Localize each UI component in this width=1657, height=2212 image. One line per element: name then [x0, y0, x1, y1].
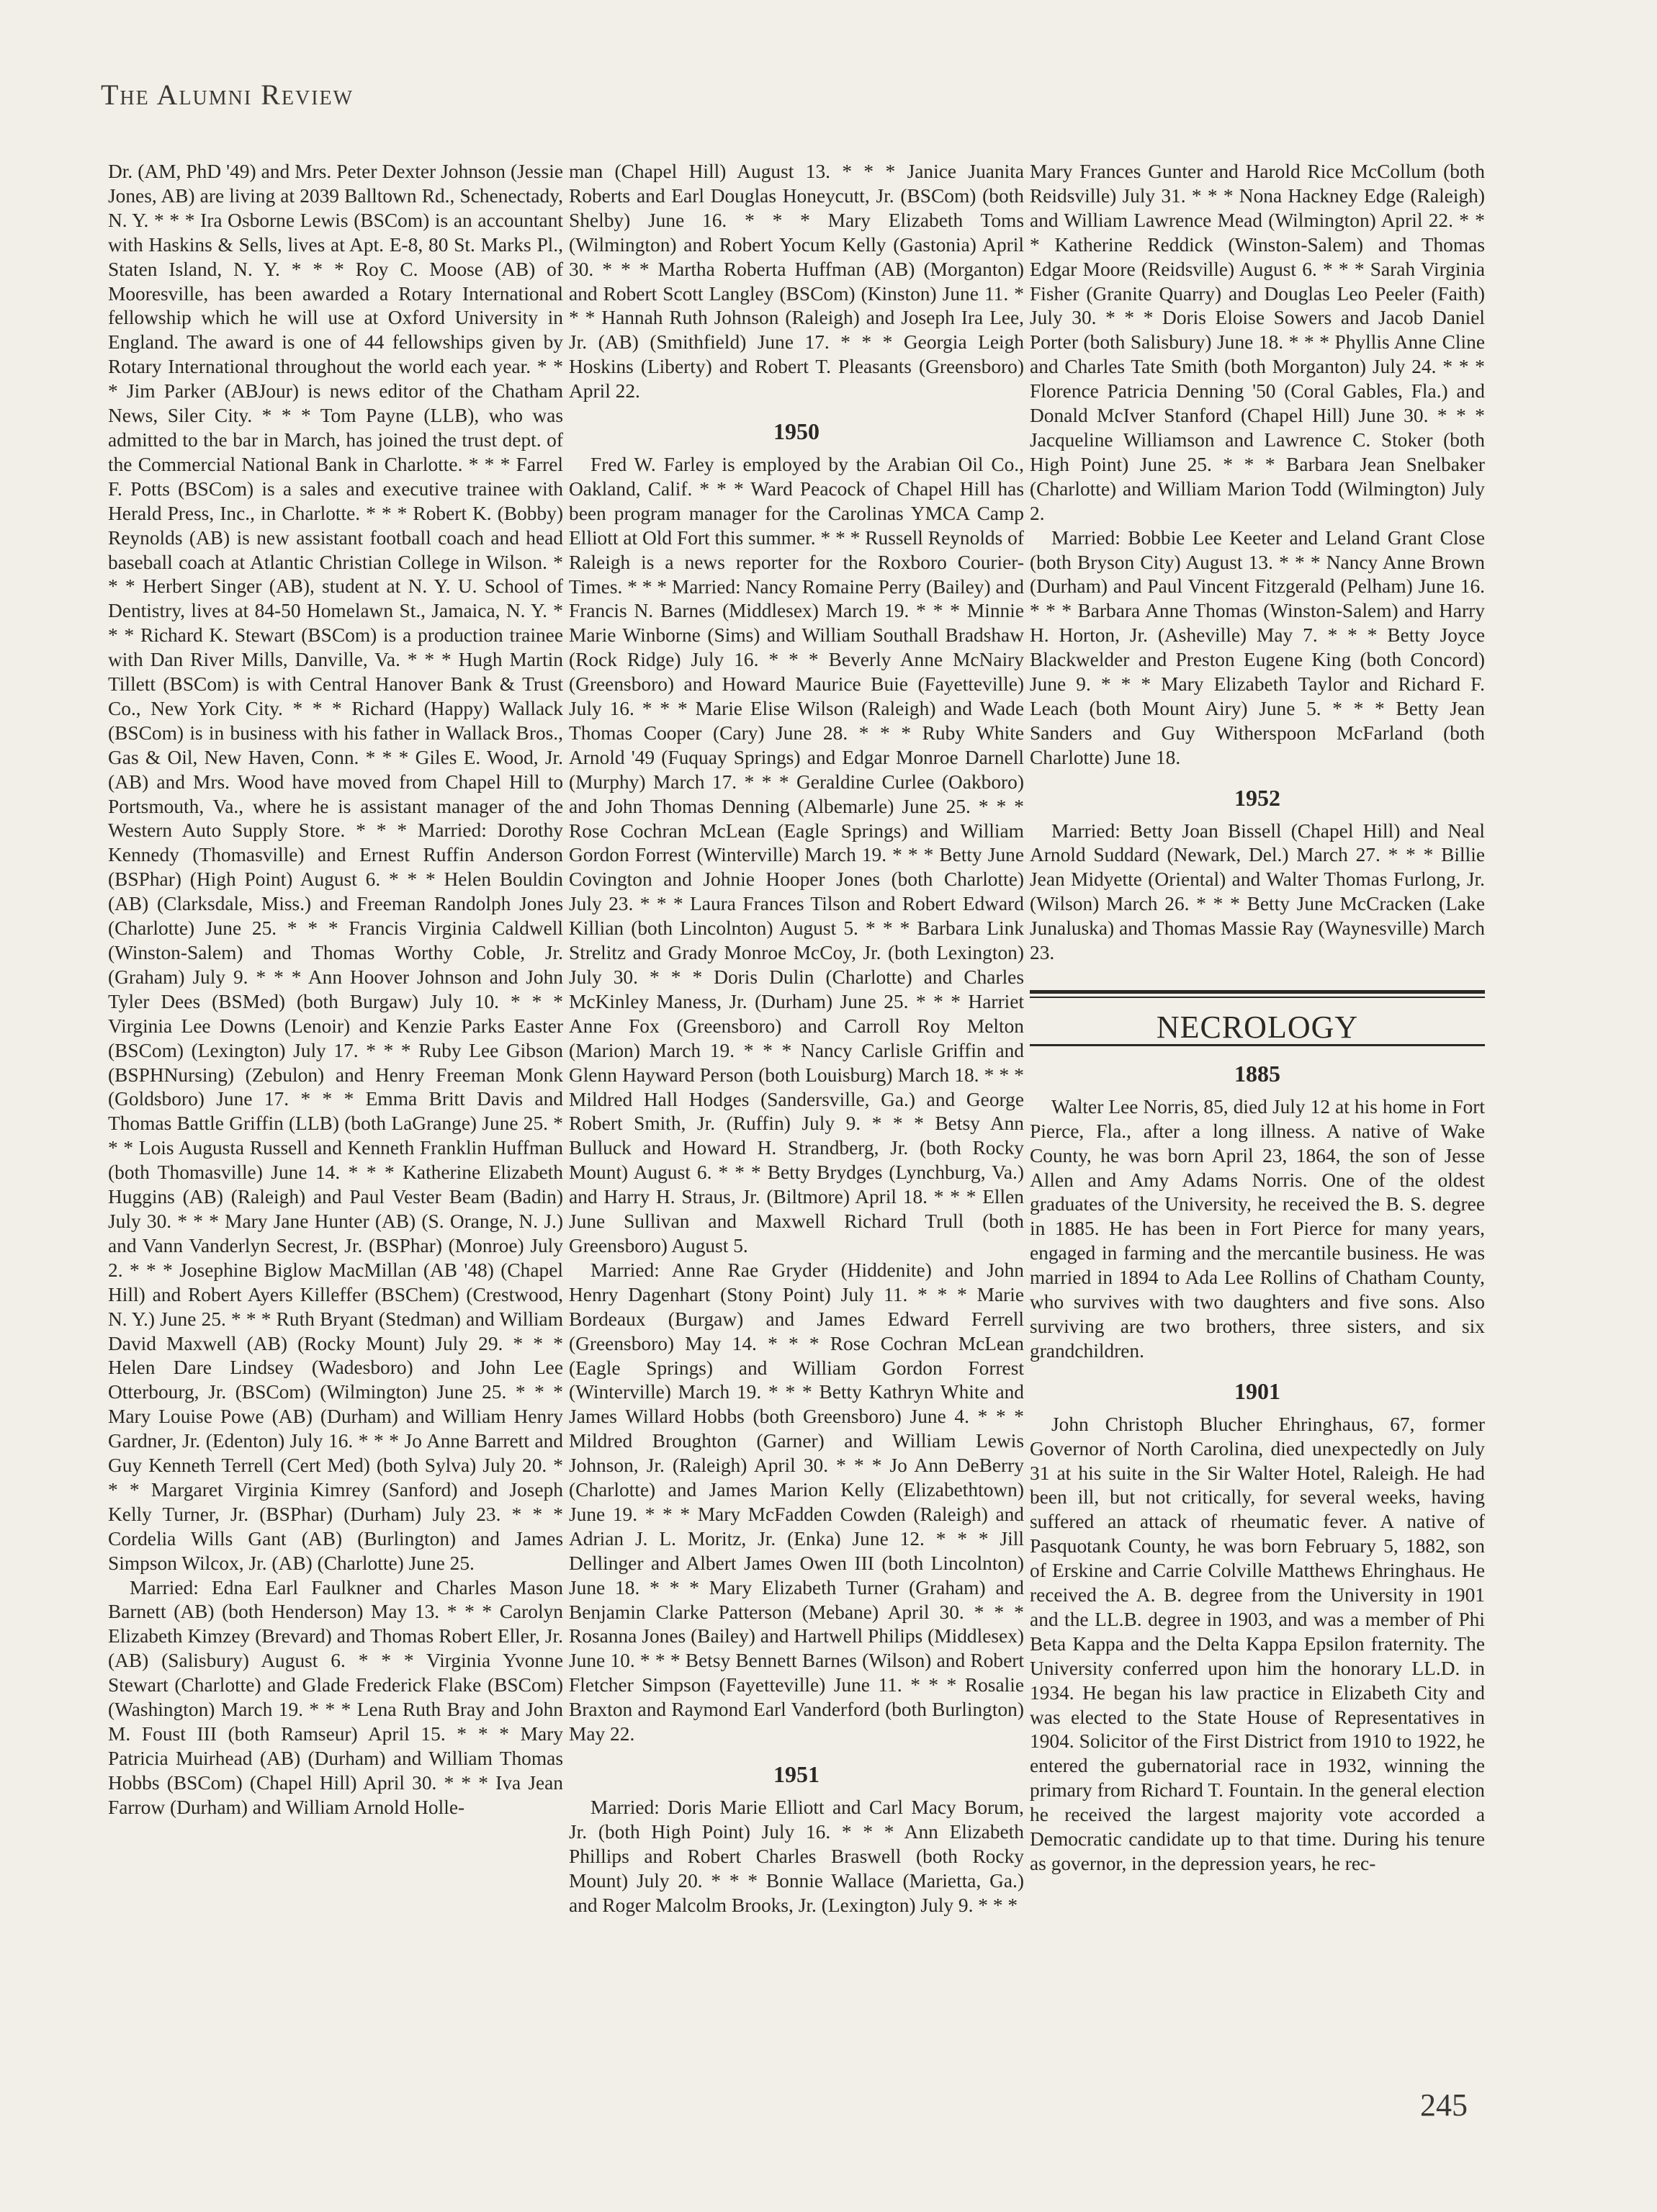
class-year-heading: 1952 [1234, 784, 1280, 811]
page-number: 245 [1420, 2087, 1468, 2123]
running-head: The Alumni Review [101, 78, 354, 111]
marriages-continued-paragraph: man (Chapel Hill) August 13. * * * Janice Juanita Roberts and Earl Douglas Honeycutt, Jr. (BSCom) (both Shelby) June 16. * * * Mary Elizabeth Toms (Wilmington) and Robert Yocum Kelly (Gastonia) April 30. * * * Martha Roberta Huffman (AB) (Morganton) and Robert Scott Langley (BSCom) (Kinston) June 11. * * * Hannah Ruth Johnson (Raleigh) and Joseph Ira Lee, Jr. (AB) (Smithfield) June 17. * * * Georgia Leigh Hoskins (Liberty) and Robert T. Pleasants (Greensboro) April 22. [569, 161, 1024, 403]
class-1951-marriages-2: Married: Bobbie Lee Keeter and Leland Grant Close (both Bryson City) August 13. * * * Nancy Anne Brown (Durham) and Paul Vincent Fitzgerald (Pelham) June 16. * * * Barbara Anne Thomas (Winston-Salem) and Harry H. Horton, Jr. (Asheville) May 7. * * * Betty Joyce Blackwelder and Preston Eugene King (both Concord) June 9. * * * Mary Elizabeth Taylor and Richard F. Leach (both Mount Airy) June 5. * * * Betty Jean Sanders and Guy Witherspoon McFarland (both Charlotte) June 18. [1030, 526, 1485, 768]
class-1951-marriages: Married: Doris Marie Elliott and Carl Macy Borum, Jr. (both High Point) July 16. * * * Ann Elizabeth Phillips and Robert Charles Braswell (both Rocky Mount) July 20. * * * Bonnie Wallace (Marietta, Ga.) and Roger Malcolm Brooks, Jr. (Lexington) July 9. * * * [569, 1796, 1024, 1916]
marriages-paragraph: Married: Edna Earl Faulkner and Charles Mason Barnett (AB) (both Henderson) May 13. * * * Carolyn Elizabeth Kimzey (Brevard) and Thomas Robert Eller, Jr. (AB) (Salisbury) August 6. * * * Virginia Yvonne Stewart (Charlotte) and Glade Frederick Flake (BSCom) (Washington) March 19. * * * Lena Ruth Bray and John M. Foust III (both Ramseur) April 15. * * * Mary Patricia Muirhead (AB) (Durham) and William Thomas Hobbs (BSCom) (Chapel Hill) April 30. * * * Iva Jean Farrow (Durham) and William Arnold Holle- [108, 1576, 563, 1818]
column-1 [108, 160, 563, 1820]
class-1950-notes: Fred W. Farley is employed by the Arabian Oil Co., Oakland, Calif. * * * Ward Peacock of Chapel Hill has been program manager for the Carolinas YMCA Camp Elliott at Old Fort this summer. * * * Russell Reynolds of Raleigh is a news reporter for the Roxboro Courier-Times. * * * Married: Nancy Romaine Perry (Bailey) and Francis N. Barnes (Middlesex) March 19. * * * Minnie Marie Winborne (Sims) and William Southall Bradshaw (Rock Ridge) July 16. * * * Beverly Anne McNairy (Greensboro) and Howard Maurice Buie (Fayetteville) July 16. * * * Marie Elise Wilson (Raleigh) and Wade Thomas Cooper (Cary) June 28. * * * Ruby White Arnold '49 (Fuquay Springs) and Edgar Monroe Darnell (Murphy) March 17. * * * Geraldine Curlee (Oakboro) and John Thomas Denning (Albemarle) June 25. * * * Rose Cochran McLean (Eagle Springs) and William Gordon Forrest (Winterville) March 19. * * * Betty June Covington and Johnie Hooper Jones (both Charlotte) July 23. * * * Laura Frances Tilson and Robert Edward Killian (both Lincolnton) August 5. * * * Barbara Link Strelitz and Grady Monroe McCoy, Jr. (both Lexington) July 30. * * * Doris Dulin (Charlotte) and Charles McKinley Maness, Jr. (Durham) June 25. * * * Harriet Anne Fox (Greensboro) and Carroll Roy Melton (Marion) March 19. * * * Nancy Carlisle Griffin and Glenn Hayward Person (both Louisburg) March 18. * * * Mildred Hall Hodges (Sandersville, Ga.) and George Robert Smith, Jr. (Ruffin) July 9. * * * Betsy Ann Bulluck and Howard H. Strandberg, Jr. (both Rocky Mount) August 6. * * * Betty Brydges (Lynchburg, Va.) and Harry H. Straus, Jr. (Biltmore) April 18. * * * Ellen June Sullivan and Maxwell Richard Trull (both Greensboro) August 5. [569, 453, 1024, 1256]
alumni-notes-paragraph: Dr. (AM, PhD '49) and Mrs. Peter Dexter Johnson (Jessie Jones, AB) are living at 2039 Balltown Rd., Schenectady, N. Y. * * * Ira Osborne Lewis (BSCom) is an accountant with Haskins & Sells, lives at Apt. E-8, 80 St. Marks Pl., Staten Island, N. Y. * * * Roy C. Moose (AB) of Mooresville, has been awarded a Rotary International fellowship which he will use at Oxford University in England. The award is one of 44 fellowships given by Rotary International throughout the world each year. * * * Jim Parker (ABJour) is news editor of the Chatham News, Siler City. * * * Tom Payne (LLB), who was admitted to the bar in March, has joined the trust dept. of the Commercial National Bank in Charlotte. * * * Farrel F. Potts (BSCom) is a sales and executive trainee with Herald Press, Inc., in Charlotte. * * * Robert K. (Bobby) Reynolds (AB) is new assistant football coach and head baseball coach at Atlantic Christian College in Wilson. * * * Herbert Singer (AB), student at N. Y. U. School of Dentistry, lives at 84-50 Homelawn St., Jamaica, N. Y. * * * Richard K. Stewart (BSCom) is a production trainee with Dan River Mills, Danville, Va. * * * Hugh Martin Tillett (BSCom) is with Central Hanover Bank & Trust Co., New York City. * * * Richard (Happy) Wallack (BSCom) is in business with his father in Wallack Bros., Gas & Oil, New Haven, Conn. * * * Giles E. Wood, Jr. (AB) and Mrs. Wood have moved from Chapel Hill to Portsmouth, Va., where he is assistant manager of the Western Auto Supply Store. * * * Married: Dorothy Kennedy (Thomasville) and Ernest Ruffin Anderson (BSPhar) (High Point) August 6. * * * Helen Bouldin (AB) (Clarksdale, Miss.) and Freeman Randolph Jones (Charlotte) June 25. * * * Francis Virginia Caldwell (Winston-Salem) and Thomas Worthy Coble, Jr. (Graham) July 9. * * * Ann Hoover Johnson and John Tyler Dees (BSMed) (both Burgaw) July 10. * * * Virginia Lee Downs (Lenoir) and Kenzie Parks Easter (BSCom) (Lexington) July 17. * * * Ruby Lee Gibson (BSPHNursing) (Zebulon) and Henry Freeman Monk (Goldsboro) June 17. * * * Emma Britt Davis and Thomas Battle Griffin (LLB) (both LaGrange) June 25. * * * Lois Augusta Russell and Kenneth Franklin Huffman (both Thomasville) June 14. * * * Katherine Elizabeth Huggins (AB) (Raleigh) and Paul Vester Beam (Badin) July 30. * * * Mary Jane Hunter (AB) (S. Orange, N. J.) and Vann Vanderlyn Secrest, Jr. (BSPhar) (Monroe) July 2. * * * Josephine Biglow MacMillan (AB '48) (Chapel Hill) and Robert Ayers Killeffer (BSChem) (Crestwood, N. Y.) June 25. * * * Ruth Bryant (Stedman) and William David Maxwell (AB) (Rocky Mount) July 29. * * * Helen Dare Lindsey (Wadesboro) and John Lee Otterbourg, Jr. (BSCom) (Wilmington) June 25. * * * Mary Louise Powe (AB) (Durham) and William Henry Gardner, Jr. (Edenton) July 16. * * * Jo Anne Barrett and Guy Kenneth Terrell (Cert Med) (both Sylva) July 20. * * * Margaret Virginia Kimrey (Sanford) and Joseph Kelly Turner, Jr. (BSPhar) (Durham) July 23. * * * Cordelia Wills Gant (AB) (Burlington) and James Simpson Wilcox, Jr. (AB) (Charlotte) June 25. [108, 161, 563, 1574]
obituary-ehringhaus: John Christoph Blucher Ehringhaus, 67, former Governor of North Carolina, died unexpectedly on July 31 at his suite in the Sir Walter Hotel, Raleigh. He had been ill, but not critically, for several weeks, having suffered an attack of rheumatic fever. A native of Pasquotank County, he was born February 5, 1882, son of Erskine and Carrie Colville Matthews Ehringhaus. He received the A. B. degree from the University in 1901 and the LL.B. degree in 1903, and was a member of Phi Beta Kappa and the Delta Kappa Epsilon fraternity. The University conferred upon him the honorary LL.D. in 1934. He began his law practice in Elizabeth City and was elected to the State House of Representatives in 1904. Solicitor of the First District from 1910 to 1922, he entered the gubernatorial race in 1932, winning the primary from Richard T. Fountain. In the general election he received the largest majority vote accorded a Democratic candidate up to that time. During his tenure as governor, in the depression years, he rec- [1030, 1413, 1485, 1874]
class-1952-marriages: Married: Betty Joan Bissell (Chapel Hill) and Neal Arnold Suddard (Newark, Del.) March 27. * * * Billie Jean Midyette (Oriental) and Walter Thomas Furlong, Jr. (Wilson) March 26. * * * Betty June McCracken (Lake Junaluska) and Thomas Massie Ray (Waynesville) March 23. [1030, 819, 1485, 964]
section-divider [1030, 997, 1485, 998]
class-year-heading: 1885 [1234, 1060, 1280, 1087]
column-2 [569, 160, 1024, 1917]
column-3 [1030, 160, 1485, 1876]
class-1950-marriages: Married: Anne Rae Gryder (Hiddenite) and John Henry Dagenhart (Stony Point) July 11. * * * Marie Bordeaux (Burgaw) and James Edward Ferrell (Greensboro) May 14. * * * Rose Cochran McLean (Eagle Springs) and William Gordon Forrest (Winterville) March 19. * * * Betty Kathryn White and James Willard Hobbs (both Greensboro) June 4. * * * Mildred Broughton (Garner) and William Lewis Johnson, Jr. (Raleigh) April 30. * * * Jo Ann DeBerry (Charlotte) and James Marion Kelly (Elizabethtown) June 19. * * * Mary McFadden Cowden (Raleigh) and Adrian J. L. Moritz, Jr. (Enka) June 12. * * * Jill Dellinger and Albert James Owen III (both Lincolnton) June 18. * * * Mary Elizabeth Turner (Graham) and Benjamin Clarke Patterson (Mebane) April 30. * * * Rosanna Jones (Bailey) and Hartwell Philips (Middlesex) June 10. * * * Betsy Bennett Barnes (Wilson) and Robert Fletcher Simpson (Fayetteville) June 11. * * * Rosalie Braxton and Raymond Earl Vanderford (both Burlington) May 22. [569, 1259, 1024, 1745]
obituary-norris: Walter Lee Norris, 85, died July 12 at his home in Fort Pierce, Fla., after a long illness. A native of Wake County, he was born April 23, 1864, the son of Jesse Allen and Amy Adams Norris. One of the oldest graduates of the University, he received the B. S. degree in 1885. He has been in Fort Pierce for many years, engaged in farming and the mercantile business. He was married in 1894 to Ada Lee Rollins of Chatham County, who survives with two daughters and five sons. Also surviving are two brothers, three sisters, and six grandchildren. [1030, 1095, 1485, 1362]
class-1951-marriages-continued: Mary Frances Gunter and Harold Rice McCollum (both Reidsville) July 31. * * * Nona Hackney Edge (Raleigh) and William Lawrence Mead (Wilmington) April 22. * * * Katherine Reddick (Winston-Salem) and Thomas Edgar Moore (Reidsville) August 6. * * * Sarah Virginia Fisher (Granite Quarry) and Douglas Leo Peeler (Faith) July 30. * * * Doris Eloise Sowers and Jacob Daniel Porter (both Salisbury) June 18. * * * Phyllis Anne Cline and Charles Tate Smith (both Morganton) July 24. * * * Florence Patricia Denning '50 (Coral Gables, Fla.) and Donald McIver Stanford (Chapel Hill) June 30. * * * Jacqueline Williamson and Lawrence C. Stoker (both High Point) June 25. * * * Barbara Jean Snelbaker (Charlotte) and William Marion Todd (Wilmington) July 2. [1030, 161, 1485, 524]
class-year-heading: 1901 [1234, 1377, 1280, 1404]
necrology-heading: NECROLOGY [1156, 1010, 1359, 1045]
class-year-heading: 1950 [773, 418, 819, 445]
class-year-heading: 1951 [773, 1761, 819, 1787]
section-divider [1030, 990, 1485, 994]
